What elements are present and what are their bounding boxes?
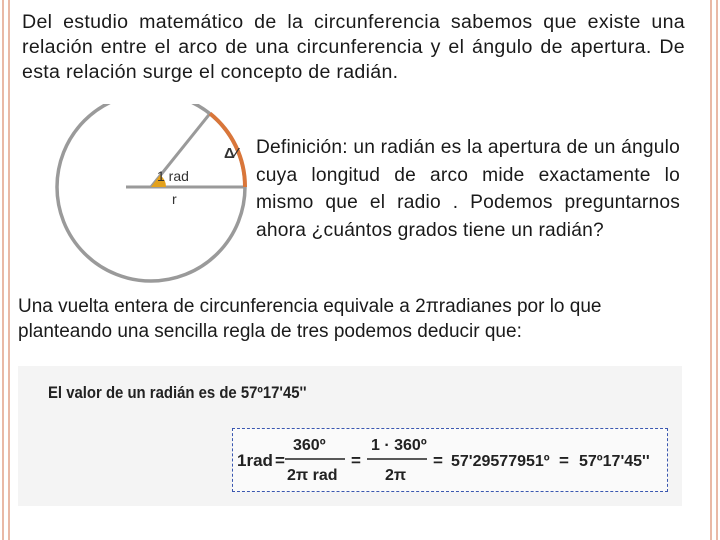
frac1-numerator: 360º xyxy=(293,437,326,454)
full-turn-paragraph: Una vuelta entera de circunferencia equivale a 2πradianes por lo que planteando una sencilla regla de tres podemos deducir que: xyxy=(18,296,602,342)
frac2-numerator: 1 · 360º xyxy=(371,437,427,454)
formula-eq2: = xyxy=(351,451,361,470)
arc-label: Δ⁄ xyxy=(224,145,238,162)
formula-eq1: = xyxy=(275,451,285,470)
radian-circle-diagram xyxy=(24,104,254,294)
formula-eq4: = xyxy=(559,451,569,470)
formula-result: 57º17'45'' xyxy=(579,453,650,470)
left-border-line xyxy=(2,0,4,540)
right-border-line xyxy=(710,0,712,540)
formula-decimal: 57'29577951º xyxy=(451,453,550,470)
angle-label: 1 rad xyxy=(157,168,189,184)
definition-paragraph: Definición: un radián es la apertura de un ángulo cuya longitud de arco mide exactamente lo mismo que el radio . Podemos preguntarnos ahora ¿cuántos grados tiene un radián? xyxy=(256,137,680,241)
formula-eq3: = xyxy=(433,451,443,470)
frac1-denominator: 2π rad xyxy=(287,467,338,484)
intro-paragraph: Del estudio matemático de la circunferencia sabemos que existe una relación entre el arco de una circunferencia y el ángulo de apertura. De esta relación surge el concepto de radián. xyxy=(22,11,685,83)
left-border-line xyxy=(8,0,10,540)
formula-image xyxy=(18,366,682,506)
right-border-line xyxy=(716,0,718,540)
formula-lhs: 1rad xyxy=(237,451,273,470)
formula-box xyxy=(232,428,668,492)
circle-outline xyxy=(57,104,245,281)
radius-label: r xyxy=(172,191,177,207)
frac2-denominator: 2π xyxy=(385,467,407,484)
radian-value-title: El valor de un radián es de 57º17'45'' xyxy=(48,384,307,402)
